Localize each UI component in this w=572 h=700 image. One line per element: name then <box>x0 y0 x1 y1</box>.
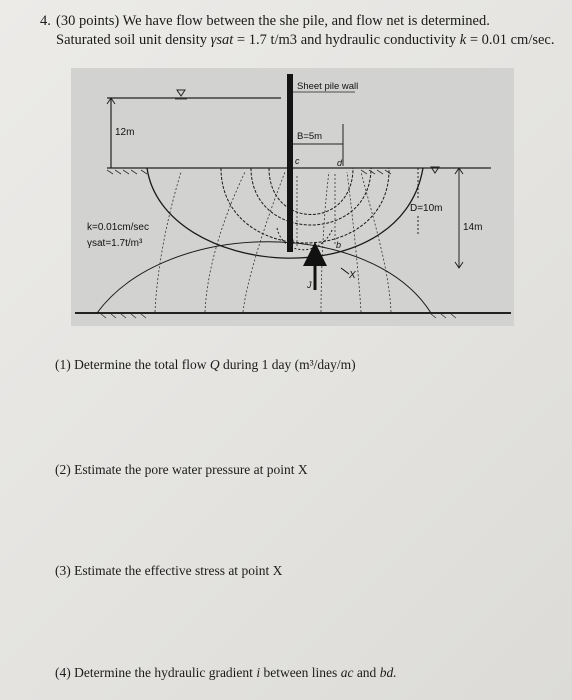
part-1-variable: Q <box>209 357 220 372</box>
soil-gamma-label: γsat=1.7t/m³ <box>87 238 143 249</box>
dimension-12m-label: 12m <box>115 127 135 138</box>
gamma-value: = 1.7 t/m3 <box>236 32 298 48</box>
soil-k-label: k=0.01cm/sec <box>87 222 149 233</box>
part-2-text: Estimate the pore water pressure at point X <box>74 462 308 477</box>
point-d-label: d <box>337 158 343 168</box>
sheet-pile-label: Sheet pile wall <box>297 81 359 92</box>
part-1-number: (1) <box>55 357 71 372</box>
dimension-d-label: D=10m <box>410 203 443 214</box>
point-b-label: b <box>336 240 342 250</box>
sheet-pile-wall <box>287 74 293 252</box>
question-points: (30 points) <box>56 13 120 29</box>
part-4-text: Determine the hydraulic gradient <box>74 665 253 680</box>
point-a-label: a <box>289 236 295 246</box>
question-statement-line2 <box>56 32 555 49</box>
part-2-number: (2) <box>55 462 71 477</box>
seepage-j-label: J <box>307 280 312 290</box>
point-x-label: X <box>349 270 356 281</box>
part-4-variable-ac: ac <box>340 665 354 680</box>
question-statement-a: We have flow between the she pile, and flow net is determined. <box>122 13 490 29</box>
part-4-text-c: and <box>356 665 377 680</box>
question-statement-line1 <box>56 13 490 30</box>
part-4-text-b: between lines <box>263 665 338 680</box>
part-4-variable-i: i <box>256 665 261 680</box>
part-3 <box>55 563 282 579</box>
part-1-text: Determine the total flow <box>74 357 207 372</box>
part-4-number: (4) <box>55 665 71 680</box>
point-c-label: c <box>295 156 300 166</box>
question-statement-b: Saturated soil unit density <box>56 32 208 48</box>
flow-net-figure <box>71 68 514 326</box>
part-3-number: (3) <box>55 563 71 578</box>
part-1-units: during 1 day (m³/day/m) <box>222 357 356 372</box>
part-1 <box>55 357 356 373</box>
gamma-symbol: γsat <box>210 32 234 48</box>
part-4-variable-bd: bd. <box>379 665 397 680</box>
dimension-14m-label: 14m <box>463 222 483 233</box>
part-3-text: Estimate the effective stress at point X <box>74 563 283 578</box>
dimension-b-label: B=5m <box>297 131 323 142</box>
part-2 <box>55 462 308 478</box>
k-value: = 0.01 cm/sec. <box>469 32 555 48</box>
part-4 <box>55 665 397 681</box>
question-statement-c: and hydraulic conductivity <box>300 32 457 48</box>
question-number: 4. <box>40 13 51 29</box>
k-symbol: k <box>459 32 467 48</box>
